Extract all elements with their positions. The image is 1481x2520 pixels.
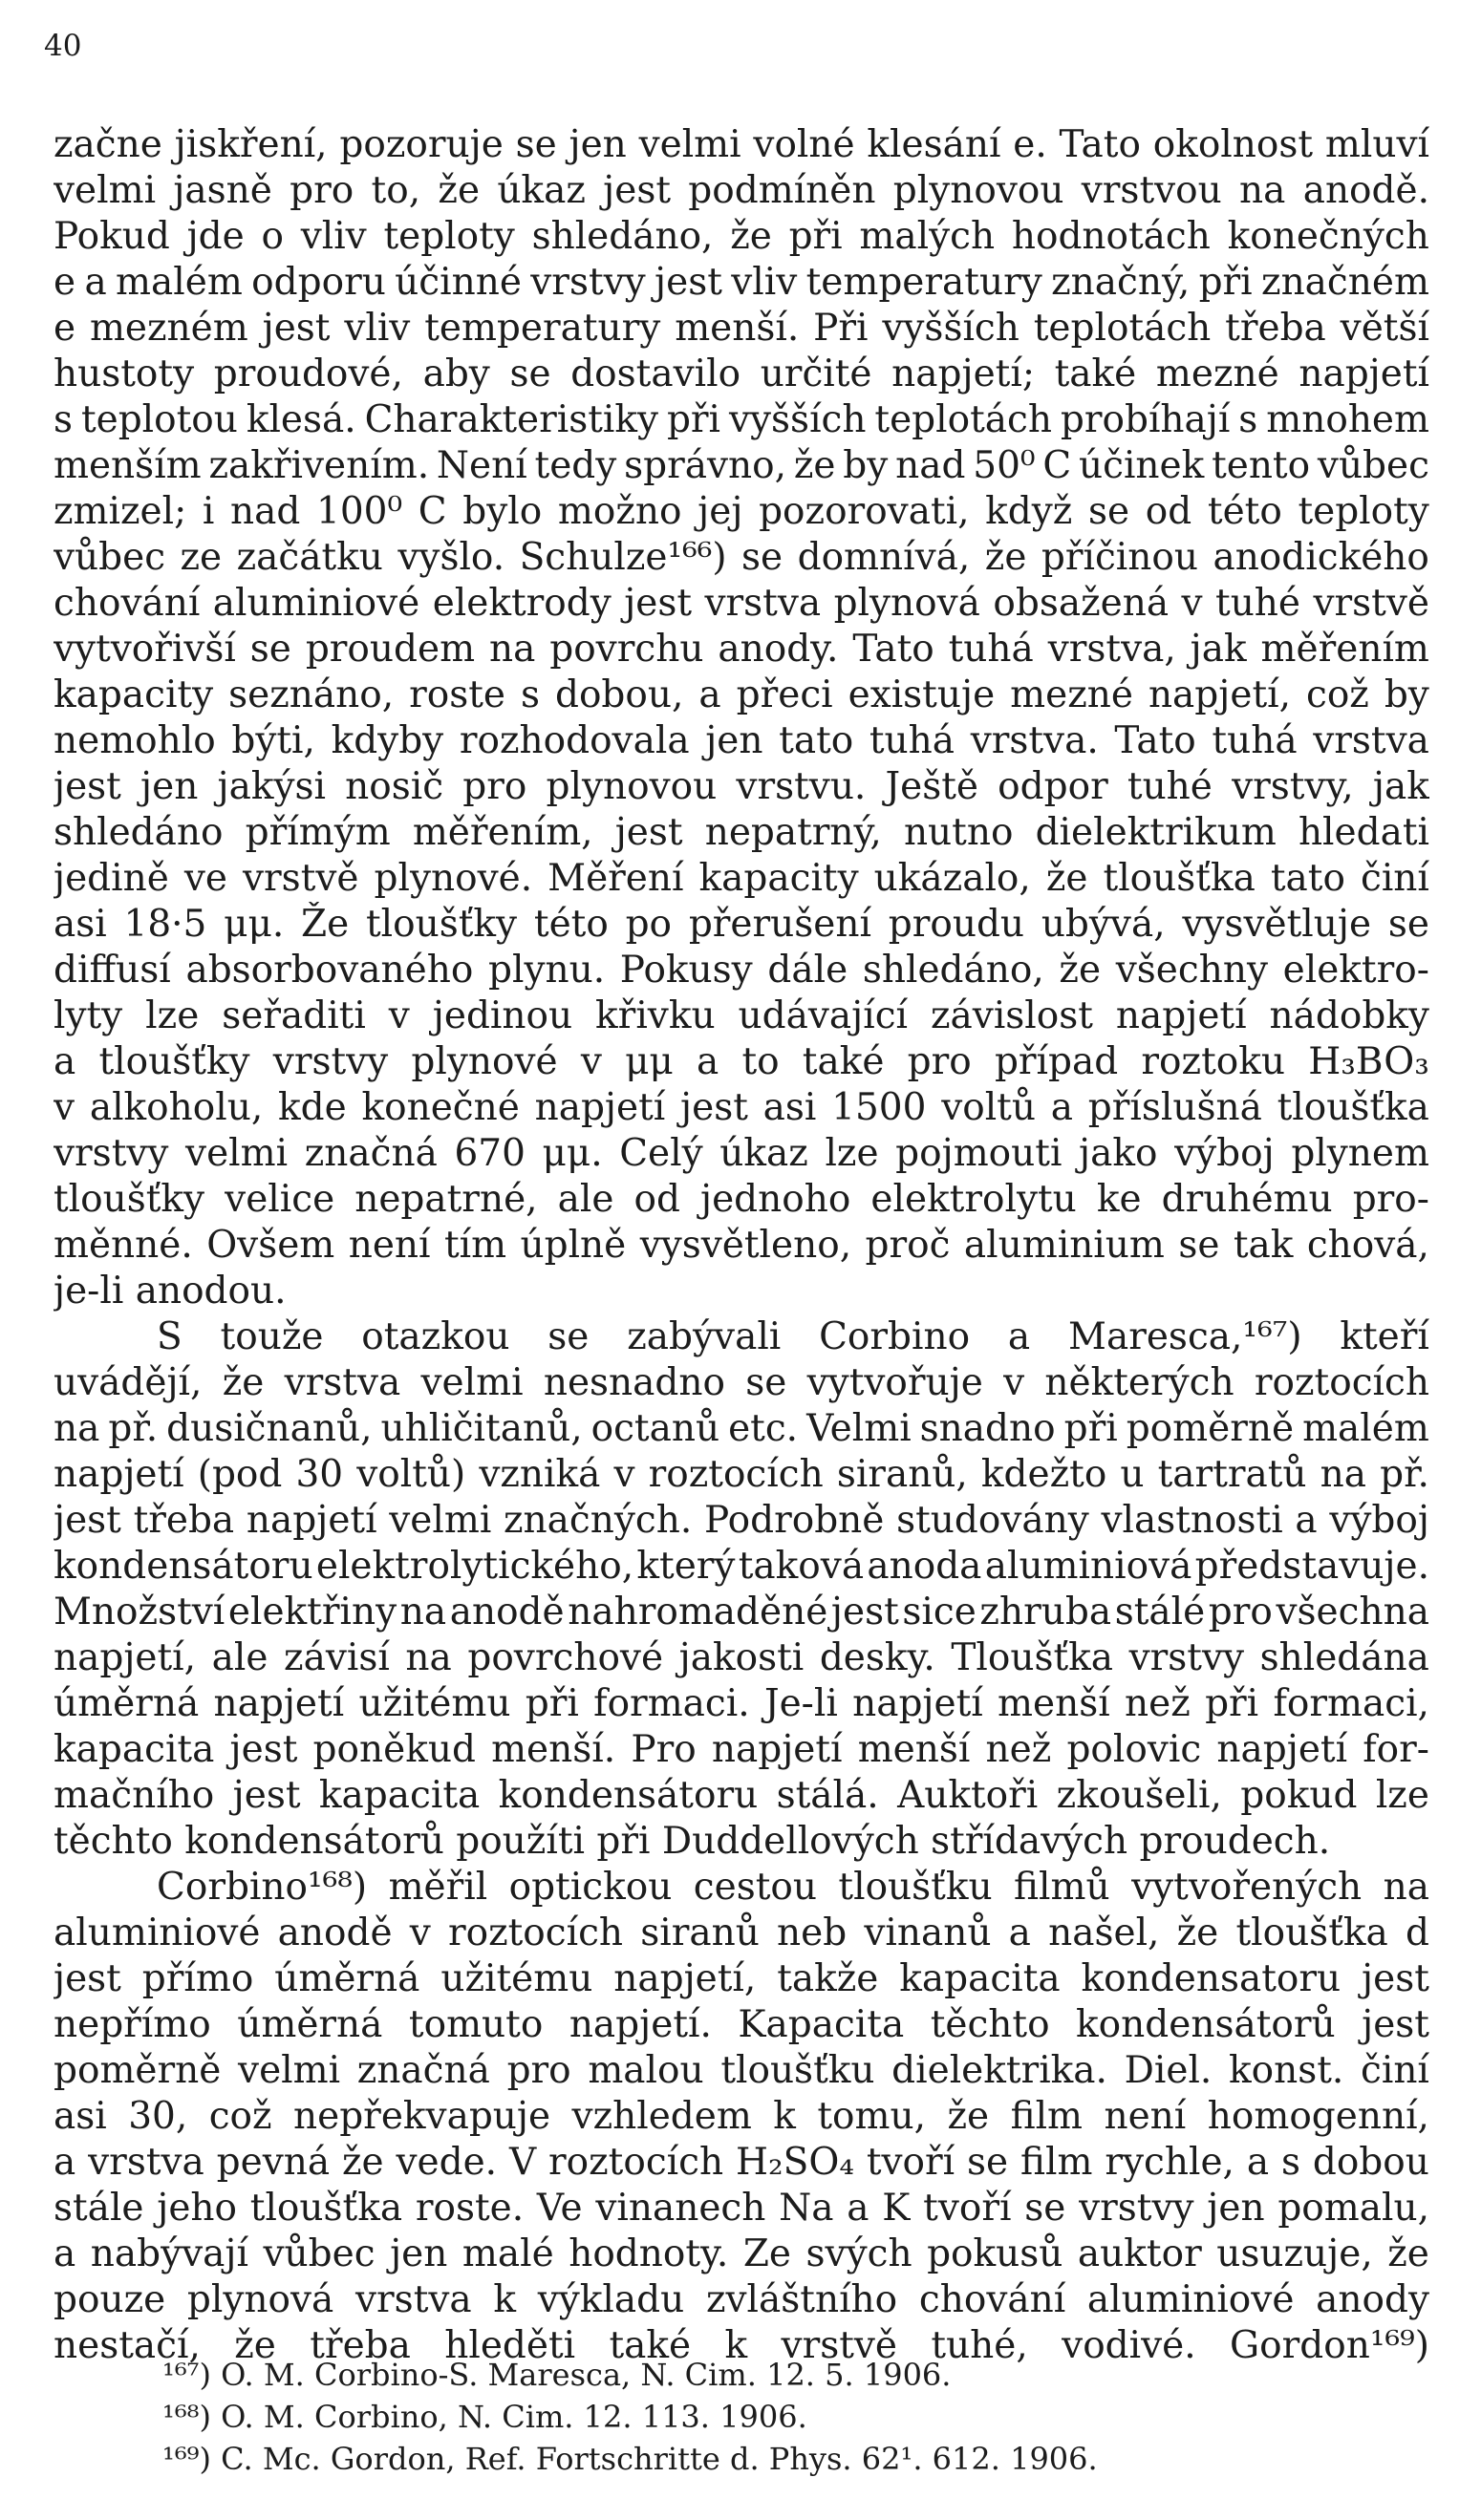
page-number: 40: [44, 29, 82, 63]
text-line: Množství elektřiny na anodě nahromaděné jest sice zhruba stálé pro všechna: [54, 1591, 1429, 1634]
text-line: vůbec ze začátku vyšlo. Schulze¹⁶⁶) se domnívá, že příčinou anodického: [54, 536, 1429, 579]
text-line: jest jen jakýsi nosič pro plynovou vrstvu. Ještě odpor tuhé vrstvy, jak: [54, 765, 1429, 808]
text-line: nestačí, že třeba hleděti také k vrstvě tuhé, vodivé. Gordon¹⁶⁹): [54, 2324, 1429, 2367]
text-line: kapacity seznáno, roste s dobou, a přeci existuje mezné napjetí, což by: [54, 673, 1429, 716]
text-line: na př. dusičnanů, uhličitanů, octanů etc. Velmi snadno při poměrně malém: [54, 1407, 1429, 1450]
text-line: a nabývají vůbec jen malé hodnoty. Ze svých pokusů auktor usuzuje, že: [54, 2232, 1429, 2275]
text-line: a tloušťky vrstvy plynové v μμ a to také pro případ roztoku H₃BO₃: [54, 1040, 1429, 1083]
text-line: a vrstva pevná že vede. V roztocích H₂SO₄ tvoří se film rychle, a s dobou: [54, 2141, 1429, 2184]
text-line: asi 30, což nepřekvapuje vzhledem k tomu, že film není homogenní,: [54, 2095, 1429, 2138]
text-line: velmi jasně pro to, že úkaz jest podmíněn plynovou vrstvou na anodě.: [54, 169, 1429, 212]
text-line: kondensátoru elektrolytického, který taková anoda aluminiová představuje.: [54, 1545, 1429, 1588]
text-line: diffusí absorbovaného plynu. Pokusy dále shledáno, že všechny elektro-: [54, 949, 1429, 992]
text-line: Corbino¹⁶⁸) měřil optickou cestou tloušťku filmů vytvořených na: [157, 1866, 1429, 1909]
text-line: napjetí, ale závisí na povrchové jakosti desky. Tloušťka vrstvy shledána: [54, 1636, 1429, 1679]
text-line: stále jeho tloušťka roste. Ve vinanech Na a K tvoří se vrstvy jen pomalu,: [54, 2187, 1429, 2230]
text-line: začne jiskření, pozoruje se jen velmi volné klesání e. Tato okolnost mluví: [54, 123, 1429, 166]
text-line: s teplotou klesá. Charakteristiky při vyšších teplotách probíhají s mnohem: [54, 398, 1429, 441]
text-line: jest třeba napjetí velmi značných. Podrobně studovány vlastnosti a výboj: [54, 1499, 1429, 1542]
footnotes: [162, 2354, 1405, 2480]
text-line: S touže otazkou se zabývali Corbino a Maresca,¹⁶⁷) kteří: [157, 1315, 1429, 1358]
text-line: vytvořivší se proudem na povrchu anody. Tato tuhá vrstva, jak měřením: [54, 628, 1429, 671]
text-line: napjetí (pod 30 voltů) vzniká v roztocích siranů, kdežto u tartratů na př.: [54, 1453, 1429, 1496]
text-line: asi 18·5 μμ. Že tloušťky této po přerušení proudu ubývá, vysvětluje se: [54, 903, 1429, 946]
text-line: úměrná napjetí užitému při formaci. Je-li napjetí menší než při formaci,: [54, 1682, 1429, 1725]
text-line: pouze plynová vrstva k výkladu zvláštního chování aluminiové anody: [54, 2278, 1429, 2321]
text-line: Pokud jde o vliv teploty shledáno, že při malých hodnotách konečných: [54, 215, 1429, 258]
text-line: nepřímo úměrná tomuto napjetí. Kapacita těchto kondensátorů jest: [54, 2003, 1429, 2046]
footnote: ¹⁶⁸) O. M. Corbino, N. Cim. 12. 113. 1906.: [162, 2399, 807, 2435]
text-line: měnné. Ovšem není tím úplně vysvětleno, proč aluminium se tak chová,: [54, 1224, 1429, 1267]
text-line: menším zakřivením. Není tedy správno, že by nad 50⁰ C účinek tento vůbec: [54, 444, 1429, 487]
footnote: ¹⁶⁹) C. Mc. Gordon, Ref. Fortschritte d. Phys. 62¹. 612. 1906.: [162, 2441, 1098, 2477]
text-line: je-li anodou.: [54, 1270, 287, 1313]
text-line: e a malém odporu účinné vrstvy jest vliv temperatury značný, při značném: [54, 261, 1429, 304]
text-line: aluminiové anodě v roztocích siranů neb vinanů a našel, že tloušťka d: [54, 1911, 1429, 1954]
text-line: mačního jest kapacita kondensátoru stálá. Auktoři zkoušeli, pokud lze: [54, 1774, 1429, 1817]
body-text: [54, 122, 1429, 2369]
text-line: nemohlo býti, kdyby rozhodovala jen tato tuhá vrstva. Tato tuhá vrstva: [54, 719, 1429, 762]
text-line: těchto kondensátorů použíti při Duddellových střídavých proudech.: [54, 1820, 1331, 1863]
text-line: jedině ve vrstvě plynové. Měření kapacity ukázalo, že tloušťka tato činí: [54, 857, 1429, 900]
text-line: jest přímo úměrná užitému napjetí, takže kapacita kondensatoru jest: [54, 1957, 1429, 2000]
footnote: ¹⁶⁷) O. M. Corbino-S. Maresca, N. Cim. 12. 5. 1906.: [162, 2357, 952, 2393]
text-line: kapacita jest poněkud menší. Pro napjetí menší než polovic napjetí for-: [54, 1728, 1429, 1771]
text-line: tloušťky velice nepatrné, ale od jednoho elektrolytu ke druhému pro-: [54, 1178, 1429, 1221]
text-line: e mezném jest vliv temperatury menší. Při vyšších teplotách třeba větší: [54, 307, 1429, 350]
text-line: vrstvy velmi značná 670 μμ. Celý úkaz lze pojmouti jako výboj plynem: [54, 1132, 1429, 1175]
text-line: zmizel; i nad 100⁰ C bylo možno jej pozorovati, když se od této teploty: [54, 490, 1429, 533]
text-line: chování aluminiové elektrody jest vrstva plynová obsažená v tuhé vrstvě: [54, 582, 1429, 625]
text-line: lyty lze seřaditi v jedinou křivku udávající závislost napjetí nádobky: [54, 994, 1429, 1037]
text-line: poměrně velmi značná pro malou tloušťku dielektrika. Diel. konst. činí: [54, 2049, 1429, 2092]
text-line: uvádějí, že vrstva velmi nesnadno se vytvořuje v některých roztocích: [54, 1361, 1429, 1404]
text-line: v alkoholu, kde konečné napjetí jest asi 1500 voltů a příslušná tloušťka: [54, 1086, 1429, 1129]
text-line: shledáno přímým měřením, jest nepatrný, nutno dielektrikum hledati: [54, 811, 1429, 854]
text-line: hustoty proudové, aby se dostavilo určité napjetí; také mezné napjetí: [54, 352, 1429, 395]
